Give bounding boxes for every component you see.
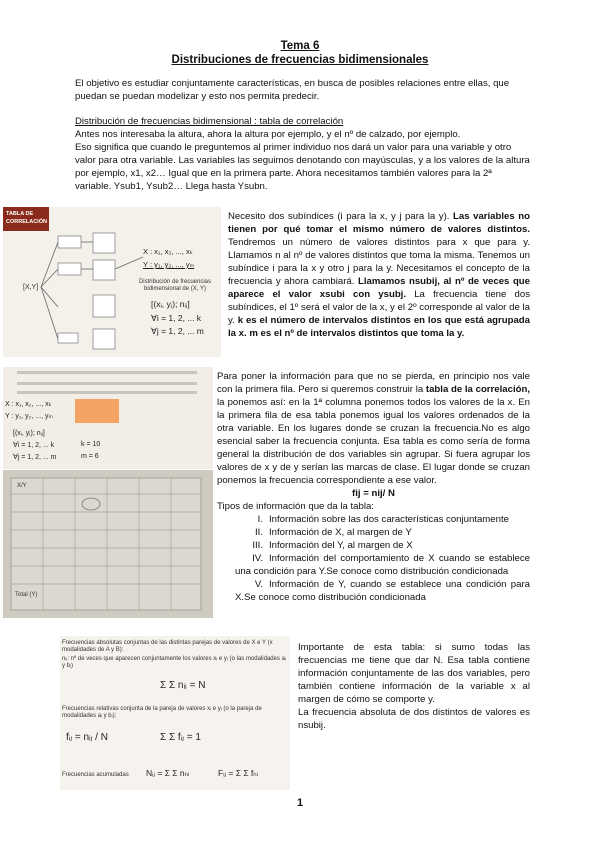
right2-text-c: la ponemos así: en la 1ª columna ponemos todos los valores de la x. En la primera fila de esa tabla ponemos igual los valores ordenados de la otra variable. En los lugares donde se cruzan la frecuencia.No es algo esencial saber la frecuencia conjunta. Esa tabla es como sería de forma general la distribución de dos variables sin agrupar. Si fuera agrupar los valores de x y de y serían las marcas de clase. El lugar donde se cruzan ponemos la frecuencia correspondiente a ese valor. [217,397,530,486]
pairs-notation: [(xᵢ, yⱼ); nᵢⱼ] [151,299,190,309]
types-list-number: I. [257,514,263,525]
right1-text-c: Tendremos un número de valores distintos para x que para y. Llamamos n al nº de valores distintos que toma la misma. [228,237,530,261]
section-correlation [75,115,530,193]
right1-bold-e: Llamamos nsubij, al nº de veces que aparece el valor xsubi con ysubj. [228,276,530,300]
fig2-pairs: [(xᵢ, yⱼ); nᵢⱼ] [13,430,45,437]
types-list-item [235,513,530,526]
table-total-label: Total (Y) [15,592,38,598]
types-list-item [235,578,530,604]
accumulated-label: Frecuencias acumuladas [62,772,129,778]
correlation-table-photo [3,470,213,618]
right2-text-a: Para poner la información para que no se pierda, en principio nos vale con la primera fila. Pero si queremos construir la [217,371,530,395]
i-range: ∀i = 1, 2, ... k [151,313,201,323]
right3-text-b: La frecuencia absoluta de dos distintos de valores es nsubij. [298,707,530,731]
types-list-text: Información de Y, cuando se establece una condición para X.Se conoce como distribución condicionada [235,579,530,603]
section-paragraph-2: Eso significa que cuando le preguntemos al primer individuo nos dará un valor para una variable y otro valor para otra variable. Las variables las seguimos denotando con mayúsculas, y a los valores de la altura por ejemplo, x1, x2… Igual que en la primera parte. Ahora necesitamos también valores para la 2ª variable. Ysub1, Ysub2… Llega hasta Ysubn. [75,142,530,192]
types-list-item [235,526,530,539]
intro-paragraph: El objetivo es estudiar conjuntamente características, en busca de posibles relaciones entre ellas, que puedan se puedan modelizar y esto nos permita predecir. [75,78,510,102]
correlation-table-figure [3,207,221,357]
j-range: ∀j = 1, 2, ... m [151,326,204,336]
types-list-item [235,552,530,578]
fig2-x-values: X : x₁, x₂, ..., xₖ [5,401,52,408]
fig2-k: k = 10 [81,441,101,448]
types-intro: Tipos de información que da la tabla: [217,501,374,512]
types-list-number: II. [255,527,263,538]
types-list-text: Información sobre las dos características conjuntamente [269,514,509,525]
section-heading: Distribución de frecuencias bidimensional : tabla de correlación [75,116,344,127]
highlight-block [75,399,119,423]
y-values: Y : y₁, y₂, ..., yₘ [143,260,195,269]
right2-bold-b: tabla de la correlación, [425,384,530,395]
formula-text-2: nᵢⱼ: nº de veces que aparecen conjuntamente los valores xᵢ e yⱼ (o las modalidades aᵢ y bⱼ) [62,656,286,669]
accumulated-relative: Fᵢⱼ = Σ Σ fₕₗ [218,768,259,778]
figure-header: TABLA DE CORRELACIÓN [3,207,49,231]
right1-text-d: Tenemos un subíndice i para la x y otro j para la y. Necesitamos el concepto de la frecuencia y ahora cambiará. [228,250,531,287]
table-header-xy: X/Y [17,483,27,489]
fig2-i-range: ∀i = 1, 2, ... k [13,442,55,449]
doc-subtitle: Distribuciones de frecuencias bidimensionales [171,54,429,66]
types-list-text: Información del comportamiento de X cuando se establece una condición para Y.Se conoce como distribución condicionada [235,553,530,577]
x-values: X : x₁, x₂, ..., xₖ [143,247,193,256]
types-list-text: Información del Y, al margen de X [269,540,413,551]
page-number: 1 [296,797,304,809]
types-list-text: Información de X, al margen de Y [269,527,412,538]
types-list-number: V. [254,579,263,590]
right1-bold-b: Las variables no tienen por qué tomar el mismo número de valores distintos. [228,211,530,235]
fig2-m: m = 6 [81,453,99,460]
sample-data-figure [3,367,213,469]
types-list-number: III. [252,540,263,551]
sum-equals-one: Σ Σ fᵢⱼ = 1 [160,732,201,743]
xy-label: [X,Y] [23,284,39,291]
relative-frequency: fᵢⱼ = nᵢⱼ / N [66,732,108,743]
right1-text-f: La frecuencia tiene dos subíndices, el 1º será el valor de la x, y el 2º corresponde al valor de la y. [228,289,531,326]
accumulated-absolute: Nᵢⱼ = Σ Σ nₕₗ [146,768,190,778]
frequency-formula: fij = nij/ N [352,488,395,499]
types-list-item [235,539,530,552]
right1-text-a: Necesito dos subíndices (i para la x, y j para la y). [228,211,450,222]
doc-title: Tema 6 [280,40,320,52]
frequency-formulas-figure [60,636,290,790]
right-paragraph-1 [228,210,530,340]
types-list-number: IV. [252,553,263,564]
data-strip [3,367,213,397]
right-paragraph-2 [217,370,530,604]
right1-bold-g: k es el número de intervalos distintos en los que está agrupada la x. m es el nº de intervalos distintos que toma la y. [228,315,531,339]
types-list [217,513,530,604]
formula-text-1: Frecuencias absolutas conjuntas de las distintas parejas de valores de X e Y (x modalidades de A y B): [62,640,273,653]
right3-text-a: Importante de esta tabla: si sumo todas las frecuencias me tiene que dar N. Esa tabla contiene información conjuntamente de las dos variables, pero también contiene información de la variable x al margen de cómo se comporte y. [298,642,530,705]
section-paragraph-1: Antes nos interesaba la altura, ahora la altura por ejemplo, y el nº de calzado, por ejemplo. [75,129,461,140]
figure-caption: Distribución de frecuencias bidimensional de (X, Y) [138,279,212,292]
fig2-j-range: ∀j = 1, 2, ... m [13,454,57,461]
formula-text-3: Frecuencias relativas conjunta de la pareja de valores xᵢ e yⱼ (o la pareja de modalidades aᵢ y bⱼ): [62,706,262,719]
fig2-y-values: Y : y₁, y₂, ..., yₘ [5,413,53,420]
right-paragraph-3 [298,641,530,732]
sum-equals-n: Σ Σ nᵢⱼ = N [160,680,206,691]
